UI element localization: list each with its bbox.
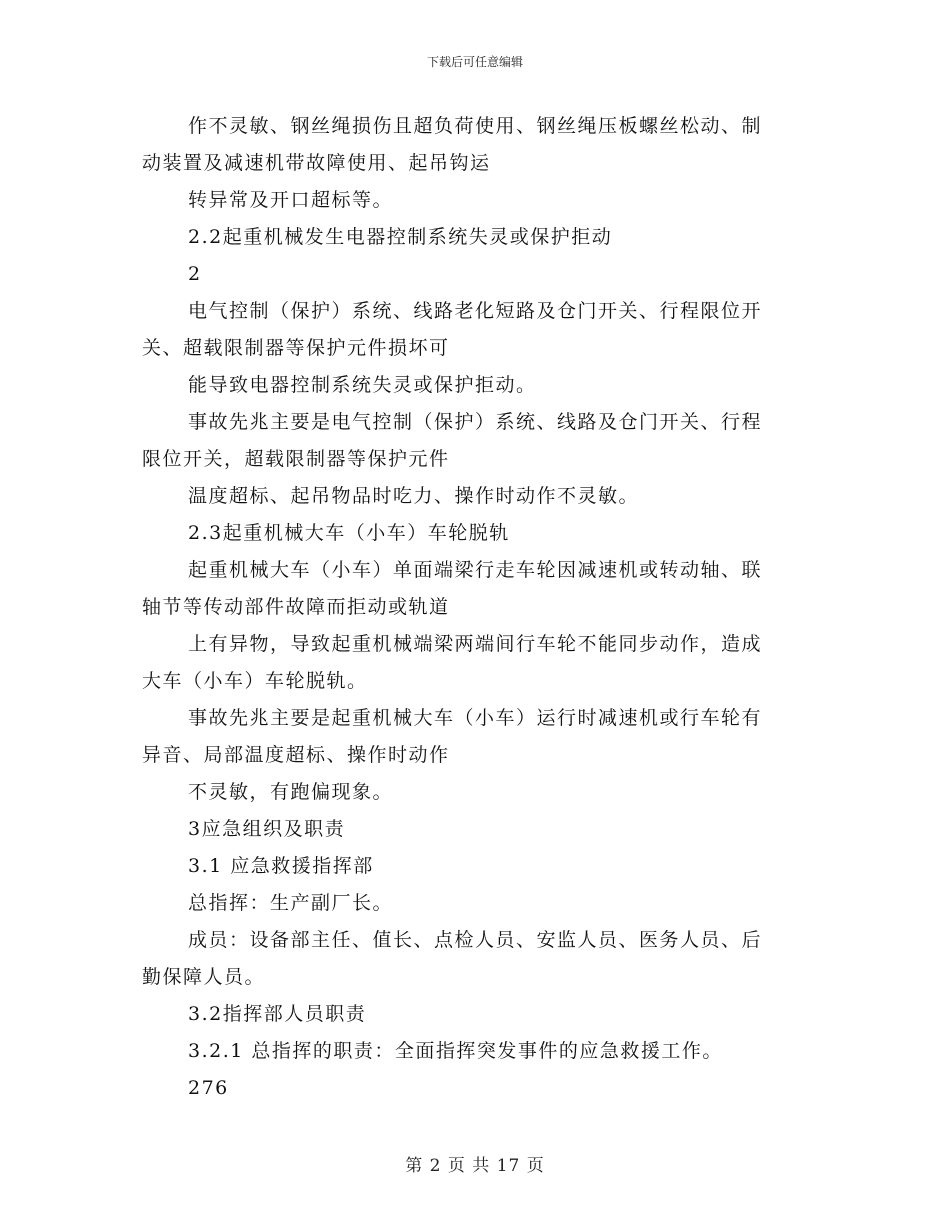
paragraph-line: 能导致电器控制系统失灵或保护拒动。 — [188, 374, 537, 396]
paragraph — [142, 811, 802, 848]
paragraph — [142, 1070, 802, 1107]
paragraph-line: 轴节等传动部件故障而拒动或轨道 — [142, 596, 450, 618]
paragraph — [142, 774, 802, 811]
paragraph-line: 276 — [188, 1077, 229, 1099]
page-header: 下载后可任意编辑 — [426, 55, 523, 69]
paragraph — [142, 367, 802, 404]
paragraph — [142, 293, 802, 367]
paragraph-line: 2.3起重机械大车（小车）车轮脱轨 — [188, 522, 510, 544]
paragraph-line: 作不灵敏、钢丝绳损伤且超负荷使用、钢丝绳压板螺丝松动、制 — [188, 115, 763, 137]
paragraph — [142, 922, 802, 996]
document-body — [142, 108, 802, 1107]
paragraph — [142, 700, 802, 774]
page-footer: 第 2 页 共 17 页 — [405, 1156, 545, 1176]
paragraph-line: 事故先兆主要是电气控制（保护）系统、线路及仓门开关、行程 — [188, 411, 763, 433]
paragraph-line: 3应急组织及职责 — [188, 818, 346, 840]
paragraph-line: 勤保障人员。 — [142, 966, 266, 988]
paragraph-line: 3.2.1 总指挥的职责：全面指挥突发事件的应急救援工作。 — [188, 1040, 723, 1062]
paragraph — [142, 478, 802, 515]
paragraph — [142, 108, 802, 182]
paragraph-line: 异音、局部温度超标、操作时动作 — [142, 744, 450, 766]
paragraph-line: 3.1 应急救援指挥部 — [188, 855, 374, 877]
paragraph-line: 上有异物，导致起重机械端梁两端间行车轮不能同步动作，造成 — [188, 633, 763, 655]
paragraph-line: 2.2起重机械发生电器控制系统失灵或保护拒动 — [188, 226, 613, 248]
paragraph-line: 2 — [188, 263, 202, 285]
paragraph-line: 动装置及减速机带故障使用、起吊钩运 — [142, 152, 491, 174]
paragraph-line: 不灵敏，有跑偏现象。 — [188, 781, 394, 803]
paragraph — [142, 626, 802, 700]
paragraph-line: 3.2指挥部人员职责 — [188, 1003, 367, 1025]
paragraph — [142, 404, 802, 478]
paragraph — [142, 552, 802, 626]
paragraph — [142, 1033, 802, 1070]
paragraph — [142, 996, 802, 1033]
paragraph-line: 总指挥：生产副厂长。 — [188, 892, 394, 914]
paragraph-line: 关、超载限制器等保护元件损坏可 — [142, 337, 450, 359]
paragraph — [142, 182, 802, 219]
paragraph-line: 成员：设备部主任、值长、点检人员、安监人员、医务人员、后 — [188, 929, 763, 951]
paragraph — [142, 848, 802, 885]
paragraph-line: 限位开关，超载限制器等保护元件 — [142, 448, 450, 470]
paragraph — [142, 885, 802, 922]
paragraph-line: 起重机械大车（小车）单面端梁行走车轮因减速机或转动轴、联 — [188, 559, 763, 581]
paragraph-line: 事故先兆主要是起重机械大车（小车）运行时减速机或行车轮有 — [188, 707, 763, 729]
paragraph — [142, 515, 802, 552]
paragraph-line: 转异常及开口超标等。 — [188, 189, 394, 211]
paragraph — [142, 219, 802, 256]
paragraph-line: 大车（小车）车轮脱轨。 — [142, 670, 368, 692]
paragraph — [142, 256, 802, 293]
paragraph-line: 温度超标、起吊物品时吃力、操作时动作不灵敏。 — [188, 485, 640, 507]
paragraph-line: 电气控制（保护）系统、线路老化短路及仓门开关、行程限位开 — [188, 300, 763, 322]
